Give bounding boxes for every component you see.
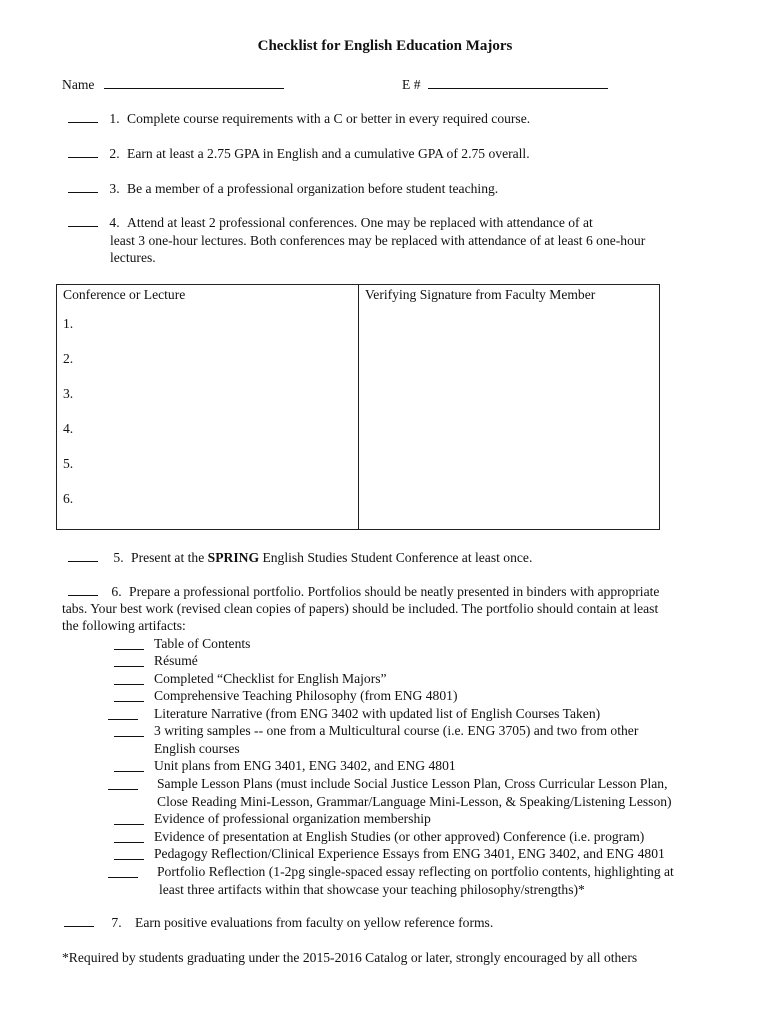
artifact-item: least three artifacts within that showcase your teaching philosophy/strengths)*: [159, 881, 585, 897]
item-4-line-2: least 3 one-hour lectures. Both conferences may be replaced with attendance of at least 6 one-hour: [110, 233, 646, 248]
e-number-field[interactable]: [428, 76, 608, 89]
check-blank[interactable]: [68, 214, 98, 227]
artifact-item: Evidence of professional organization membership: [154, 811, 431, 826]
artifact-item: Comprehensive Teaching Philosophy (from ENG 4801): [154, 688, 458, 703]
artifact-item: 3 writing samples -- one from a Multicultural course (i.e. ENG 3705) and two from other: [154, 723, 639, 738]
artifact-item: Literature Narrative (from ENG 3402 with updated list of English Courses Taken): [154, 706, 601, 721]
checklist-item-3: 3. Be a member of a professional organization before student teaching.: [68, 180, 498, 197]
check-blank[interactable]: [68, 110, 98, 123]
conference-table: [56, 284, 660, 530]
artifact-check-blank[interactable]: [108, 876, 138, 878]
item-6-line-3: the following artifacts:: [62, 618, 186, 633]
artifact-item: Completed “Checklist for English Majors”: [154, 671, 387, 686]
item-6-line-2: tabs. Your best work (revised clean copies of papers) should be included. The portfolio should contain at least: [62, 601, 659, 616]
artifact-check-blank[interactable]: [114, 770, 144, 772]
artifact-check-blank[interactable]: [114, 683, 144, 685]
artifact-item: Close Reading Mini-Lesson, Grammar/Language Mini-Lesson, & Speaking/Listening Lesson): [157, 793, 672, 809]
conference-row[interactable]: 2.: [63, 351, 74, 366]
checklist-item-4: 4. Attend at least 2 professional conferences. One may be replaced with attendance of at: [68, 214, 593, 232]
checklist-item-5: 5. Present at the SPRING English Studies Student Conference at least once.: [68, 549, 532, 566]
name-label: Name: [62, 77, 95, 92]
checklist-item-2: 2. Earn at least a 2.75 GPA in English and a cumulative GPA of 2.75 overall.: [68, 145, 530, 162]
artifact-check-blank[interactable]: [114, 700, 144, 702]
checklist-item-1: 1. Complete course requirements with a C or better in every required course.: [68, 110, 530, 127]
artifact-item: Unit plans from ENG 3401, ENG 3402, and ENG 4801: [154, 758, 456, 773]
artifact-check-blank[interactable]: [114, 648, 144, 650]
spring-emphasis: SPRING: [207, 550, 260, 565]
conference-header: Conference or Lecture: [63, 287, 186, 302]
signature-column[interactable]: [359, 285, 660, 530]
conference-row[interactable]: 1.: [63, 316, 74, 331]
artifact-item: Résumé: [154, 653, 198, 668]
artifact-item: Table of Contents: [154, 636, 251, 651]
page-title: Checklist for English Education Majors: [257, 38, 513, 54]
signature-header: Verifying Signature from Faculty Member: [365, 287, 596, 302]
artifact-check-blank[interactable]: [108, 788, 138, 790]
artifact-check-blank[interactable]: [114, 823, 144, 825]
artifact-check-blank[interactable]: [114, 735, 144, 737]
artifact-item: Pedagogy Reflection/Clinical Experience Essays from ENG 3401, ENG 3402, and ENG 4801: [154, 846, 665, 861]
conference-column: [57, 285, 359, 530]
conference-row[interactable]: 3.: [63, 386, 74, 401]
artifact-check-blank[interactable]: [114, 858, 144, 860]
conference-row[interactable]: 4.: [63, 421, 74, 436]
artifact-check-blank[interactable]: [114, 841, 144, 843]
item-4-line-3: lectures.: [110, 250, 156, 265]
e-number-label: E #: [402, 77, 421, 92]
artifact-item: Portfolio Reflection (1-2pg single-spaced essay reflecting on portfolio contents, highlighting at: [157, 864, 674, 879]
check-blank[interactable]: [68, 583, 98, 596]
artifact-item: Evidence of presentation at English Studies (or other approved) Conference (i.e. program): [154, 829, 645, 844]
artifact-check-blank[interactable]: [114, 665, 144, 667]
name-field-row: [62, 76, 284, 93]
footnote: *Required by students graduating under the 2015-2016 Catalog or later, strongly encouraged by all others: [62, 950, 638, 965]
check-blank[interactable]: [68, 180, 98, 193]
artifact-check-blank[interactable]: [108, 718, 138, 720]
checklist-item-7: 7. Earn positive evaluations from faculty on yellow reference forms.: [64, 914, 493, 931]
check-blank[interactable]: [68, 145, 98, 158]
check-blank[interactable]: [68, 549, 98, 562]
check-blank[interactable]: [64, 914, 94, 927]
artifact-item: Sample Lesson Plans (must include Social Justice Lesson Plan, Cross Curricular Lesson Plan,: [157, 776, 668, 791]
e-number-field-row: [402, 76, 608, 93]
name-field[interactable]: [104, 76, 284, 89]
conference-row[interactable]: 6.: [63, 491, 74, 506]
conference-row[interactable]: 5.: [63, 456, 74, 471]
artifact-item: English courses: [154, 740, 240, 756]
checklist-item-6: 6. Prepare a professional portfolio. Portfolios should be neatly presented in binders with appropriate: [68, 583, 659, 601]
